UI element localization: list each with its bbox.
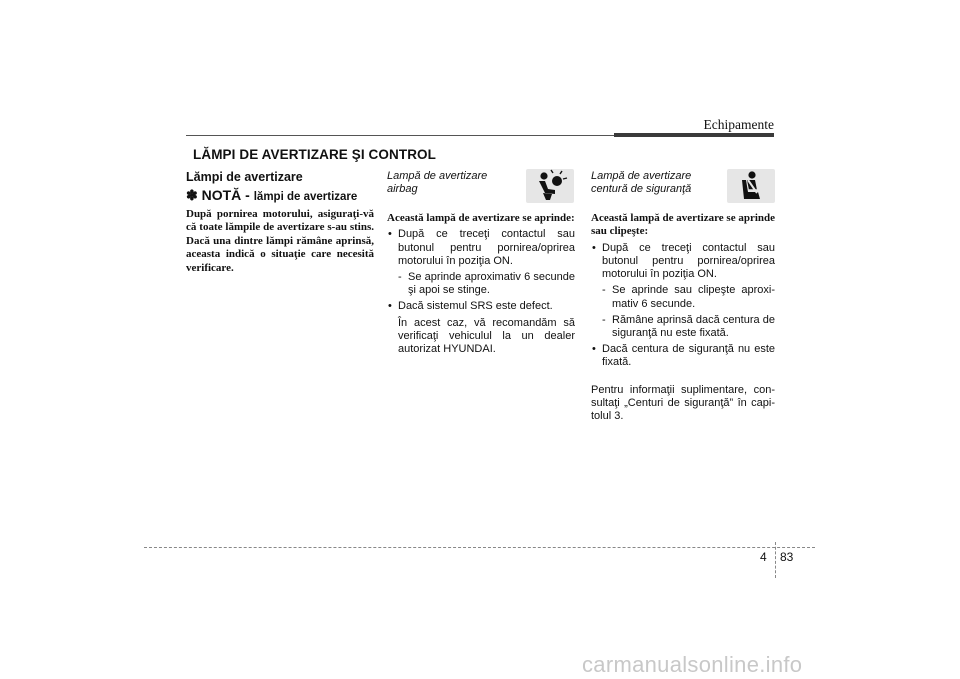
page-number: 83 [780, 550, 794, 564]
seat-belt-bullet-2 [591, 343, 775, 369]
note-heading [186, 187, 374, 206]
bullet-mark: • [592, 343, 596, 356]
header-rule-thick [614, 133, 774, 137]
note-icon: ✽ [186, 187, 198, 203]
airbag-intro: Această lampă de avertizare se aprinde: [387, 212, 575, 224]
seat-belt-bullet-1-text: După ce treceţi contactul sau butonul pentru pornirea/oprirea motorului în poziţia ON. [602, 241, 775, 281]
chapter-number: 4 [760, 550, 767, 564]
note-body: După pornirea motorului, asiguraţi-vă că toate lămpile de avertizare s-au stins. Dacă una dintre lămpi rămâne aprinsă, aceasta indică o situaţie care necesită verificare. [186, 208, 374, 274]
column-seat-belt [591, 170, 775, 423]
seat-belt-dash-1-text: Se aprinde sau clipeşte aproxi-mativ 6 secunde. [612, 284, 775, 310]
airbag-bullet-2-detail: În acest caz, vă recomandăm să verificaţi vehiculul la un dealer autorizat HYUNDAI. [398, 316, 575, 356]
column-airbag [387, 170, 575, 356]
warning-lamps-heading: Lămpi de avertizare [186, 170, 303, 184]
airbag-dash-1 [387, 271, 575, 297]
airbag-bullet-1-text: După ce treceţi contactul sau butonul pentru pornirea/oprirea motorului în poziţia ON. [398, 228, 575, 267]
seat-belt-dash-2-text: Rămâne aprinsă dacă centura de siguranţă nu este fixată. [612, 313, 775, 340]
section-title: LĂMPI DE AVERTIZARE ŞI CONTROL [193, 147, 437, 162]
seat-belt-dash-1 [591, 284, 775, 310]
chapter-title: Echipamente [703, 117, 774, 132]
bullet-mark: • [388, 228, 392, 241]
airbag-bullet-2 [387, 300, 575, 313]
airbag-bullet-2-text: Dacă sistemul SRS este defect. [398, 300, 553, 313]
dash-mark: - [602, 313, 606, 326]
dash-mark: - [602, 284, 606, 297]
column-intro [186, 170, 374, 275]
dash-mark: - [398, 271, 402, 284]
seat-belt-intro: Această lampă de avertizare se aprinde sau clipeşte: [591, 212, 776, 238]
footer-separator [775, 542, 776, 578]
seat-belt-bullet-1 [591, 242, 775, 282]
airbag-dash-1-text: Se aprinde aproximativ 6 secunde şi apoi se stinge. [408, 271, 575, 297]
airbag-bullet-1 [387, 228, 575, 268]
footer-rule [144, 547, 815, 548]
seat-belt-heading: Lampă de avertizare centură de siguranţă [591, 170, 692, 195]
seat-belt-dash-2 [591, 314, 775, 340]
seat-belt-reference: Pentru informaţii suplimentare, con-sultaţi „Centuri de siguranţă” în capi-tolul 3. [591, 383, 775, 423]
airbag-heading: Lampă de avertizare airbag [387, 170, 488, 195]
bullet-mark: • [388, 300, 392, 313]
note-subtitle: lămpi de avertizare [253, 191, 358, 203]
watermark: carmanualsonline.info [582, 652, 803, 677]
seat-belt-bullet-2-text: Dacă centura de siguranţă nu este fixată. [602, 343, 775, 369]
header-rule-thin [186, 135, 614, 136]
note-label: NOTĂ - [201, 187, 250, 203]
bullet-mark: • [592, 241, 596, 254]
